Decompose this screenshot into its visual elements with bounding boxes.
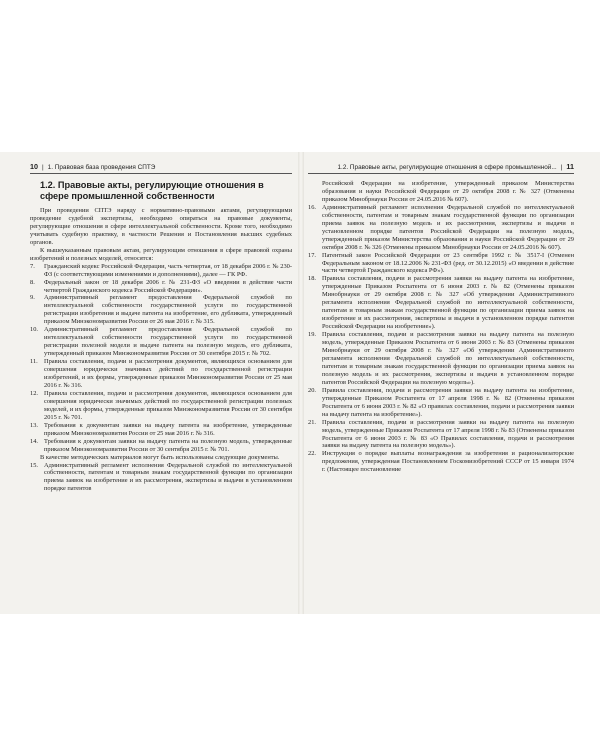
section-title: 1.2. Правовые акты, регулирующие отношения в сфере промышленной собственности (40, 180, 264, 201)
list-item: 21. Правила составления, подачи и рассмотрения заявки на выдачу патента на полезную модель, утвержденные Приказом Роспатента от 17 апреля 1998 г. № 83 (Отменены приказом Роспатента от 6 июня 2003 г. № 83 «О Правилах составления, подачи и рассмотрения заявки на выдачу патента на полезную модель»). (308, 418, 574, 450)
list-item: 7. Гражданский кодекс Российской Федерации, часть четвертая, от 18 декабря 2006 г. № 230-ФЗ (с соответствующими изменениями и дополнениями), далее — ГК РФ. (30, 262, 292, 278)
list-item: 18. Правила составления, подачи и рассмотрения заявки на выдачу патента на изобретение, утвержденные Приказом Роспатента от 6 июня 2003 г. № 82 (Отменены приказом Минобрнауки от 29 октября 2008 г. № 327 «Об утверждении Административного регламента исполнения Федеральной службой по интеллектуальной собственности, патентам и товарным знакам государственной функции по организации приема заявок на изобретение и их рассмотрения, экспертизы и выдачи в установленном порядке патентов Российской Федерации на изобретение»). (308, 275, 574, 331)
page-number: 11 (566, 162, 574, 171)
intro-paragraph: При проведении СПТЭ наряду с нормативно-правовыми актами, регулирующими проведение судебной экспертизы, необходимо опираться на правовые документы, регулирующие отношения в сфере интеллектуальной собственности. Кроме того, необходимо учитывать судебную практику, в частности Решения и Постановления высших судебных органов. (30, 207, 292, 246)
list-item: 12. Правила составления, подачи и рассмотрения документов, являющихся основанием для совершения юридически значимых действий по государственной регистрации полезных моделей, и их формы, утвержденные приказом Минэкономразвития России от 30 сентября 2015 г. № 701. (30, 389, 292, 421)
list-item: 22. Инструкция о порядке выплаты вознаграждения за изобретения и рационализаторские предложения, утвержденная Постановлением Госкомизобретений СССР от 15 января 1974 г. (Настоящее постановление (308, 450, 574, 474)
list-item: 19. Правила составления, подачи и рассмотрения заявки на выдачу патента на полезную модель, утвержденные Приказом Роспатента от 6 июня 2003 г. № 83 (Отменены приказом Минобрнауки от 29 октября 2008 г. № 327 «Об утверждении Административного регламента исполнения Федеральной службой по интеллектуальной собственности, патентам и товарным знакам государственной функции по организации приема заявок на полезную модель и их рассмотрения, экспертизы и выдачи в установленном порядке патентов Российской Федерации на полезную модель»). (308, 331, 574, 386)
list-item-continuation: Российской Федерации на изобретение, утвержденный приказом Министерства образования и науки Российской Федерации от 29 октября 2008 г. № 327 (Отменены приказом Минобрнауки России от 24.05.2016 № 607). (322, 180, 574, 203)
left-running-head: 10 | 1. Правовая база проведения СПТЭ (30, 162, 292, 174)
book-gutter (298, 152, 304, 614)
list-item: 13. Требования к документам заявки на выдачу патента на изобретение, утвержденные приказом Минэкономразвития России от 25 мая 2016 г. № 316. (30, 421, 292, 437)
legal-acts-list (30, 263, 292, 454)
book-spread (0, 152, 600, 614)
intro-paragraph: К вышеуказанным правовым актам, регулирующим отношения в сфере правовой охраны изобретений и полезных моделей, относятся: (30, 246, 292, 262)
list-item: 17. Патентный закон Российской Федерации от 23 сентября 1992 г. № 3517-I (Отменен Федеральным законом от 18.12.2006 № 231-ФЗ (ред. от 30.12.2015) «О введении в действие части четвертой Гражданского кодекса РФ»). (308, 251, 574, 275)
list-item: 20. Правила составления, подачи и рассмотрения заявки на выдачу патента на изобретение, утвержденные Приказом Роспатента от 17 апреля 1998 г. № 82 (Отменены приказом Роспатента от 6 июня 2003 г. № 82 «О правилах составления, подачи и рассмотрения заявки на выдачу патента на изобретение»). (308, 386, 574, 418)
list-item: 10. Административный регламент предоставления Федеральной службой по интеллектуальной собственности государственной услуги по государственной регистрации полезной модели и выдаче патента на полезную модель, его дубликата, утвержденный приказом Минэкономразвития России от 30 сентября 2015 г. № 702. (30, 326, 292, 358)
list-item: 8. Федеральный закон от 18 декабря 2006 г. № 231-ФЗ «О введении в действие части четвертой Гражданского кодекса Российской Федерации». (30, 278, 292, 294)
methodical-list (30, 462, 292, 494)
running-head-text: 1.2. Правовые акты, регулирующие отношения в сфере промышленной... (337, 164, 557, 171)
legal-acts-list-continued (308, 180, 574, 474)
list-item: 14. Требования к документам заявки на выдачу патента на полезную модель, утвержденные приказом Минэкономразвития России от 30 сентября 2015 г. № 701. (30, 437, 292, 453)
right-page (308, 162, 574, 474)
list-item: 9. Административный регламент предоставления Федеральной службой по интеллектуальной собственности государственной услуги по государственной регистрации изобретения и выдаче патента на изобретение, его дубликата, утвержденный приказом Минэкономразвития России от 26 мая 2016 г. № 315. (30, 294, 292, 326)
list-item: 16. Административный регламент исполнения Федеральной службой по интеллектуальной собственности, патентам и товарным знакам государственной функции по организации приема заявок на полезную модель и их рассмотрения, экспертизы и выдачи в установленном порядке патентов Российской Федерации на полезную модель, утвержденный приказом Министерства образования и науки Российской Федерации от 29 октября 2008 г. № 326 (Отменены приказом Минобрнауки России от 24.05.2016 № 607). (308, 203, 574, 251)
page-number: 10 (30, 162, 38, 171)
methodical-intro: В качестве методических материалов могут быть использованы следующие документы. (40, 453, 280, 461)
list-item: 15. Административный регламент исполнения Федеральной службой по интеллектуальной собственности, патентам и товарным знакам государственной функции по организации приема заявок на изобретение и их рассмотрения, экспертизы и выдачи в установленном порядке патентов (30, 461, 292, 493)
right-running-head: 1.2. Правовые акты, регулирующие отношения в сфере промышленной... | 11 (308, 162, 574, 174)
list-item: 11. Правила составления, подачи и рассмотрения документов, являющихся основанием для совершения юридически значимых действий по государственной регистрации изобретений, и их формы, утвержденные приказом Минэкономразвития России от 25 мая 2016 г. № 316. (30, 358, 292, 389)
left-page (30, 162, 292, 493)
running-head-text: 1. Правовая база проведения СПТЭ (47, 164, 156, 171)
